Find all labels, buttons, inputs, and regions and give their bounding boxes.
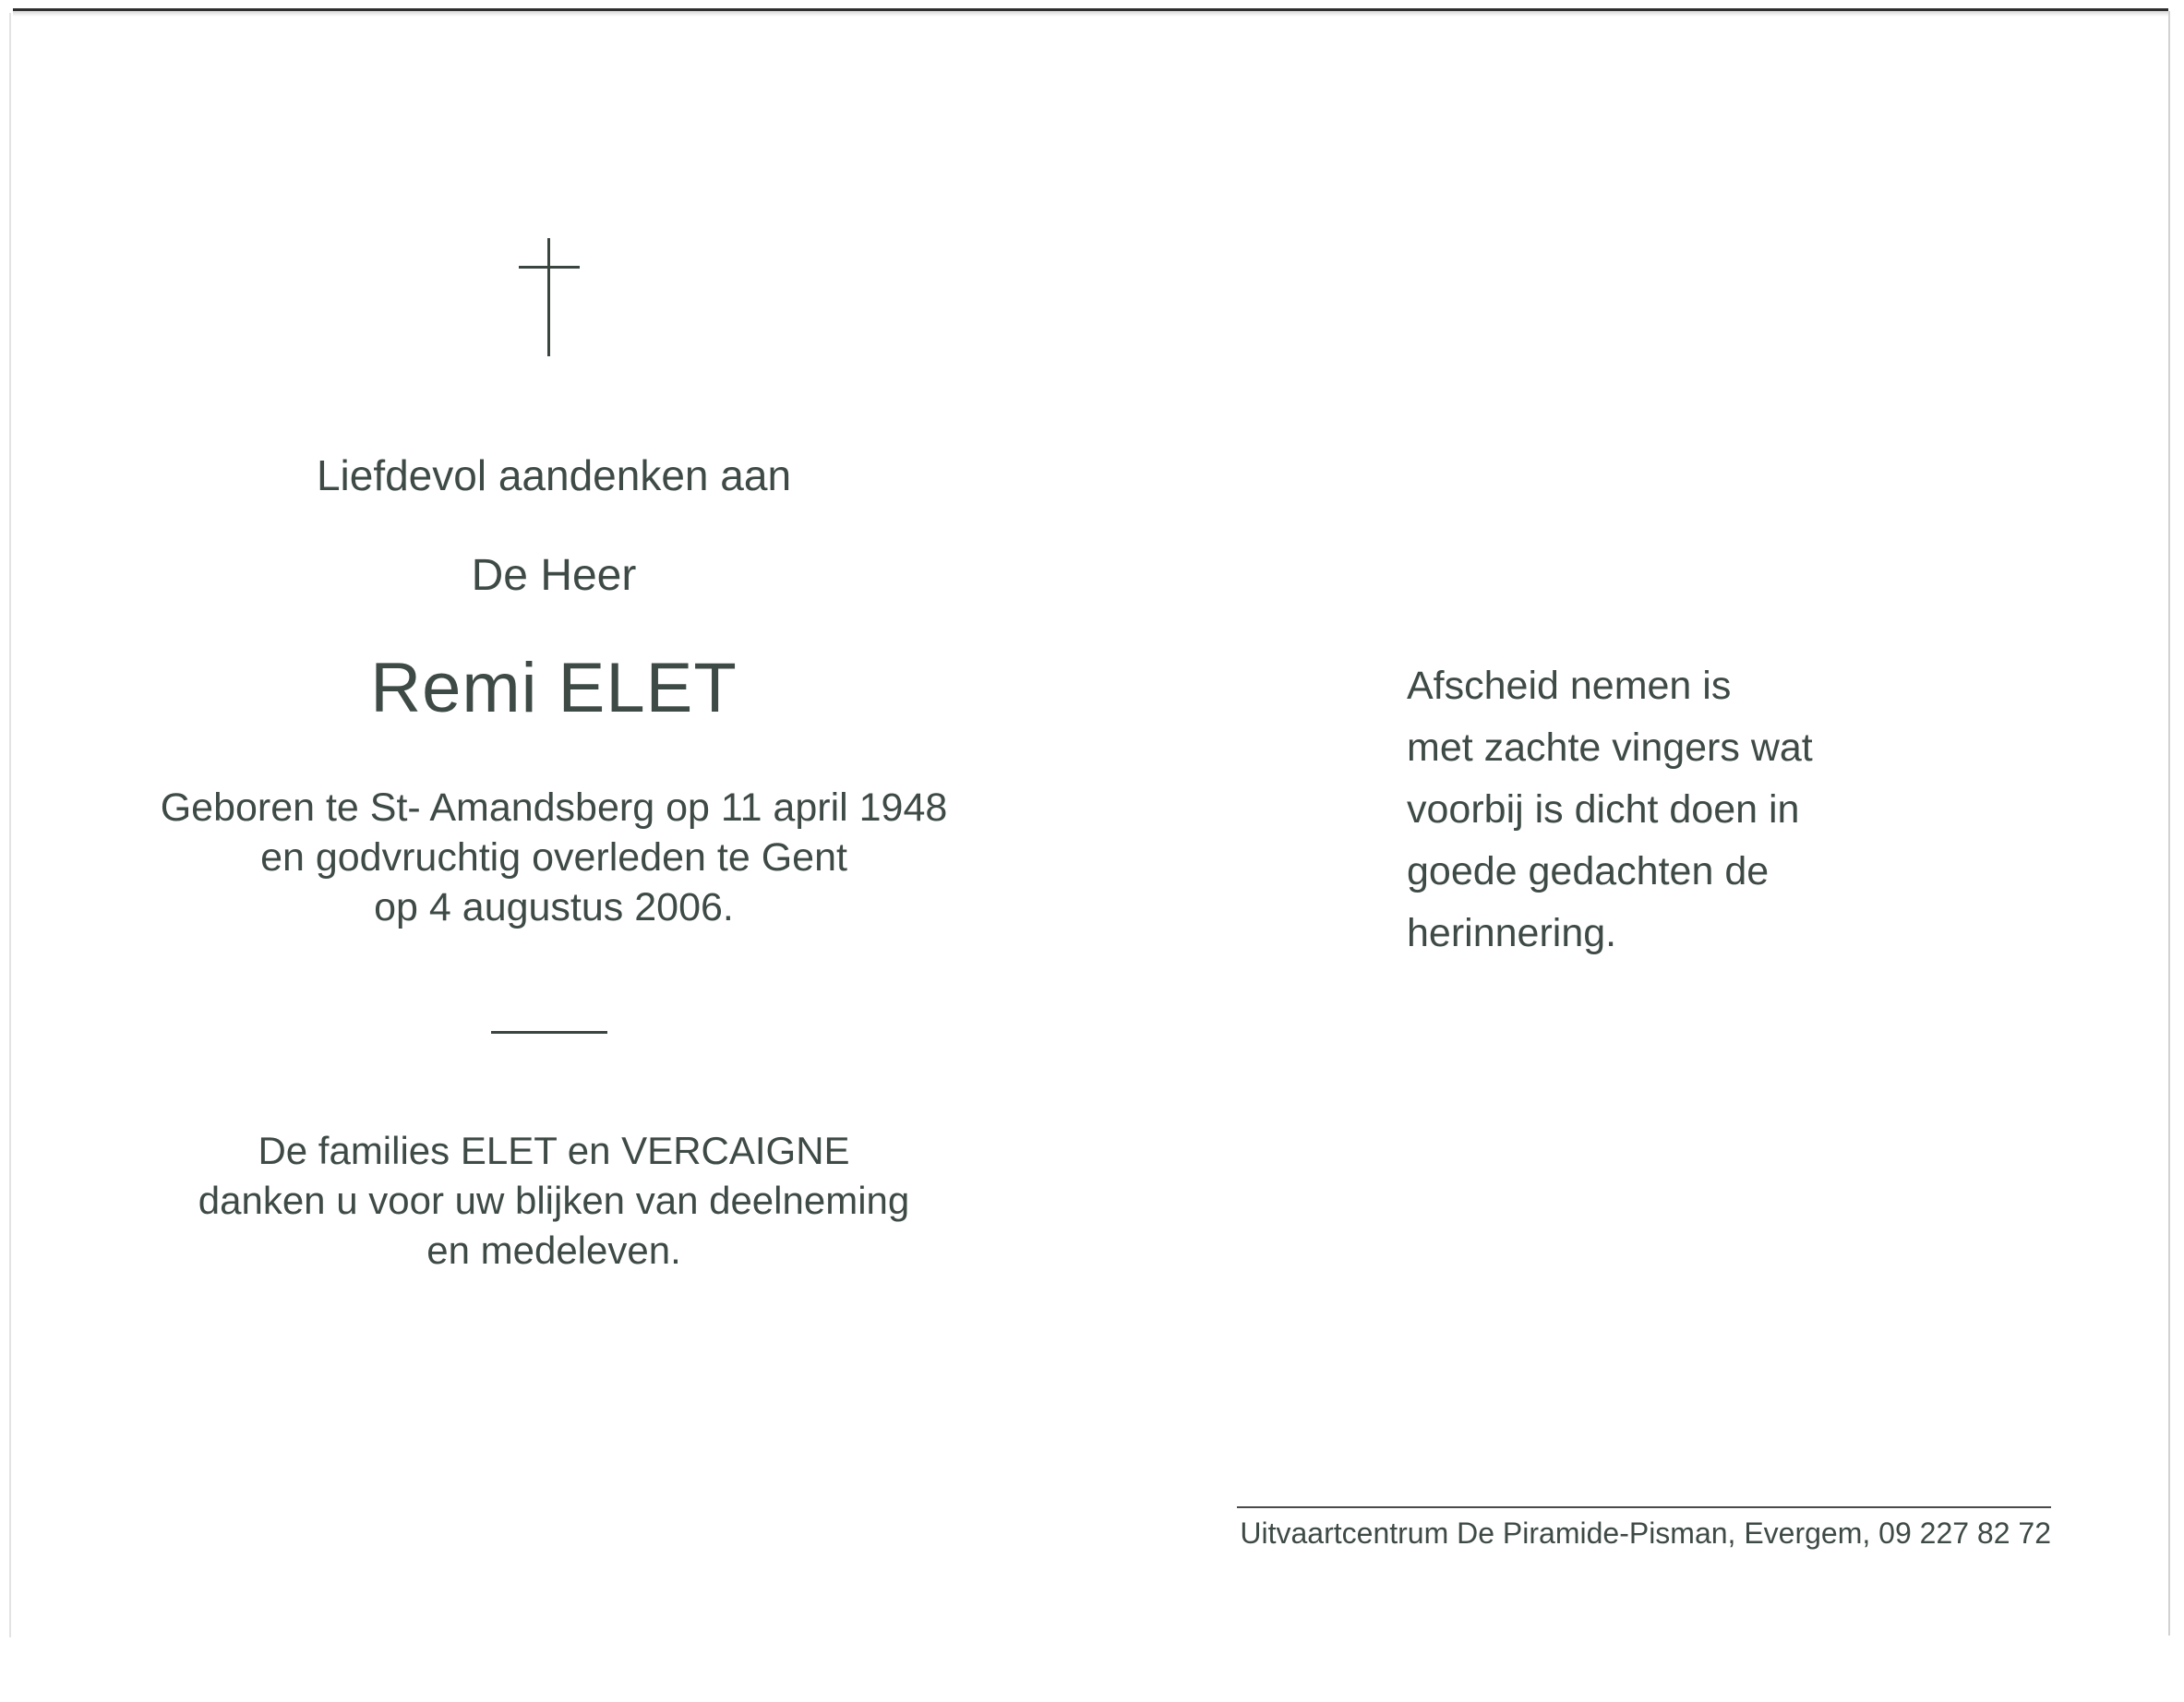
dates-line: en godvruchtig overleden te Gent bbox=[260, 835, 847, 880]
card-right-edge bbox=[2168, 11, 2170, 1636]
thanks-line: De families ELET en VERCAIGNE bbox=[258, 1129, 850, 1172]
footer-rule bbox=[1237, 1506, 2051, 1508]
dates-line: op 4 augustus 2006. bbox=[374, 885, 734, 929]
card-top-shadow bbox=[13, 11, 2168, 17]
cross-horizontal-bar bbox=[519, 266, 580, 269]
dates-line: Geboren te St- Amandsberg op 11 april 1948 bbox=[160, 785, 948, 830]
cross-vertical-bar bbox=[547, 238, 550, 356]
funeral-home-credit: Uitvaartcentrum De Piramide-Pisman, Evergem, 09 227 82 72 bbox=[1240, 1516, 2051, 1550]
deceased-name: Remi ELET bbox=[370, 649, 738, 727]
poem-line: Afscheid nemen is bbox=[1407, 664, 1732, 708]
birth-death-text bbox=[92, 783, 1015, 932]
thanks-line: en medeleven. bbox=[426, 1229, 681, 1272]
poem-line: herinnering. bbox=[1407, 911, 1617, 955]
poem-line: met zachte vingers wat bbox=[1407, 725, 1813, 770]
intro-text: Liefdevol aandenken aan bbox=[316, 451, 792, 499]
poem-line: goede gedachten de bbox=[1407, 849, 1770, 893]
poem-text bbox=[1407, 655, 1813, 965]
honorific-title: De Heer bbox=[471, 551, 637, 600]
thanks-line: danken u voor uw blijken van deelneming bbox=[198, 1179, 910, 1222]
cross-icon bbox=[517, 238, 582, 358]
card-left-edge bbox=[9, 13, 11, 1637]
separator-line bbox=[491, 1031, 607, 1034]
poem-line: voorbij is dicht doen in bbox=[1407, 787, 1800, 832]
thanks-text bbox=[92, 1126, 1015, 1276]
